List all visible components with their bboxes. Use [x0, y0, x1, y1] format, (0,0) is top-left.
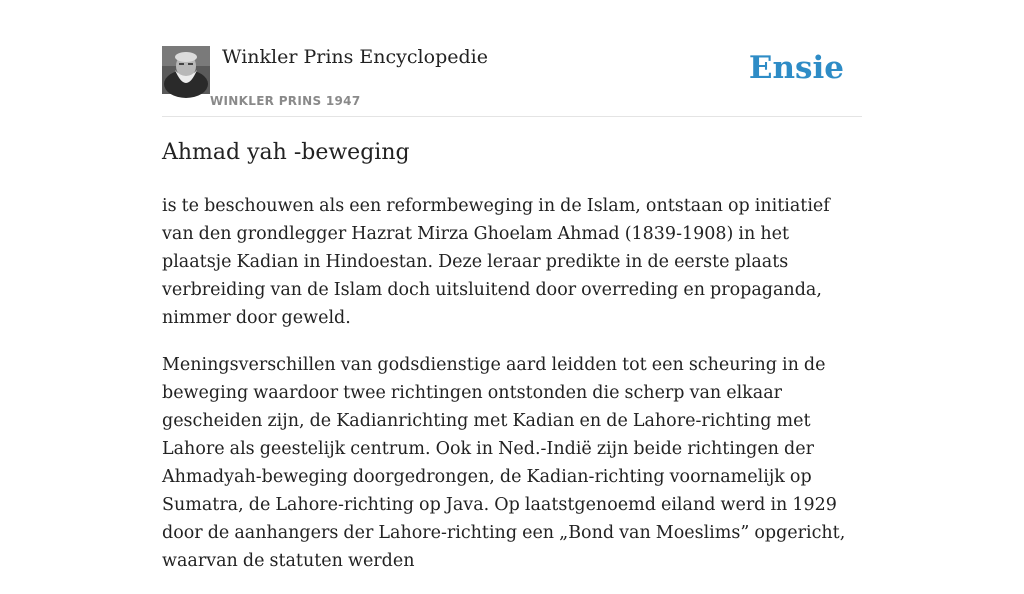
article-paragraph-2: Meningsverschillen van godsdienstige aard leidden tot een scheuring in de beweging waardoor twee richtingen ontstonden die scherp van elkaar gescheiden zijn, de Kadianrichting met Kadian en de Lahore-richting met Lahore als geestelijk centrum. Ook in Ned.-Indië zijn beide richtingen der Ahmadyah-beweging doorgedrongen, de Kadian-richting voornamelijk op Sumatra, de Lahore-richting op Java. Op laatstgenoemd eiland werd in 1929 door de aanhangers der Lahore-richting een „Bond van Moeslims” opgericht, waarvan de statuten werden — [162, 355, 846, 571]
article-paragraph-1: is te beschouwen als een reformbeweging in de Islam, ontstaan op initiatief van den grondlegger Hazrat Mirza Ghoelam Ahmad (1839-1908) in het plaatsje Kadian in Hindoestan. Deze leraar predikte in de eerste plaats verbreiding van de Islam doch uitsluitend door overreding en propaganda, nimmer door geweld. — [162, 196, 830, 328]
source-subtitle[interactable]: WINKLER PRINS 1947 — [210, 94, 361, 108]
ensie-logo-link[interactable]: Ensie — [748, 50, 844, 86]
article-title: Ahmad yah -beweging — [162, 140, 410, 165]
author-avatar[interactable] — [162, 46, 210, 94]
site-header — [162, 40, 862, 117]
article-body — [162, 192, 862, 594]
bearded-man-portrait-icon — [162, 46, 210, 94]
site-title[interactable]: Winkler Prins Encyclopedie — [222, 46, 488, 68]
